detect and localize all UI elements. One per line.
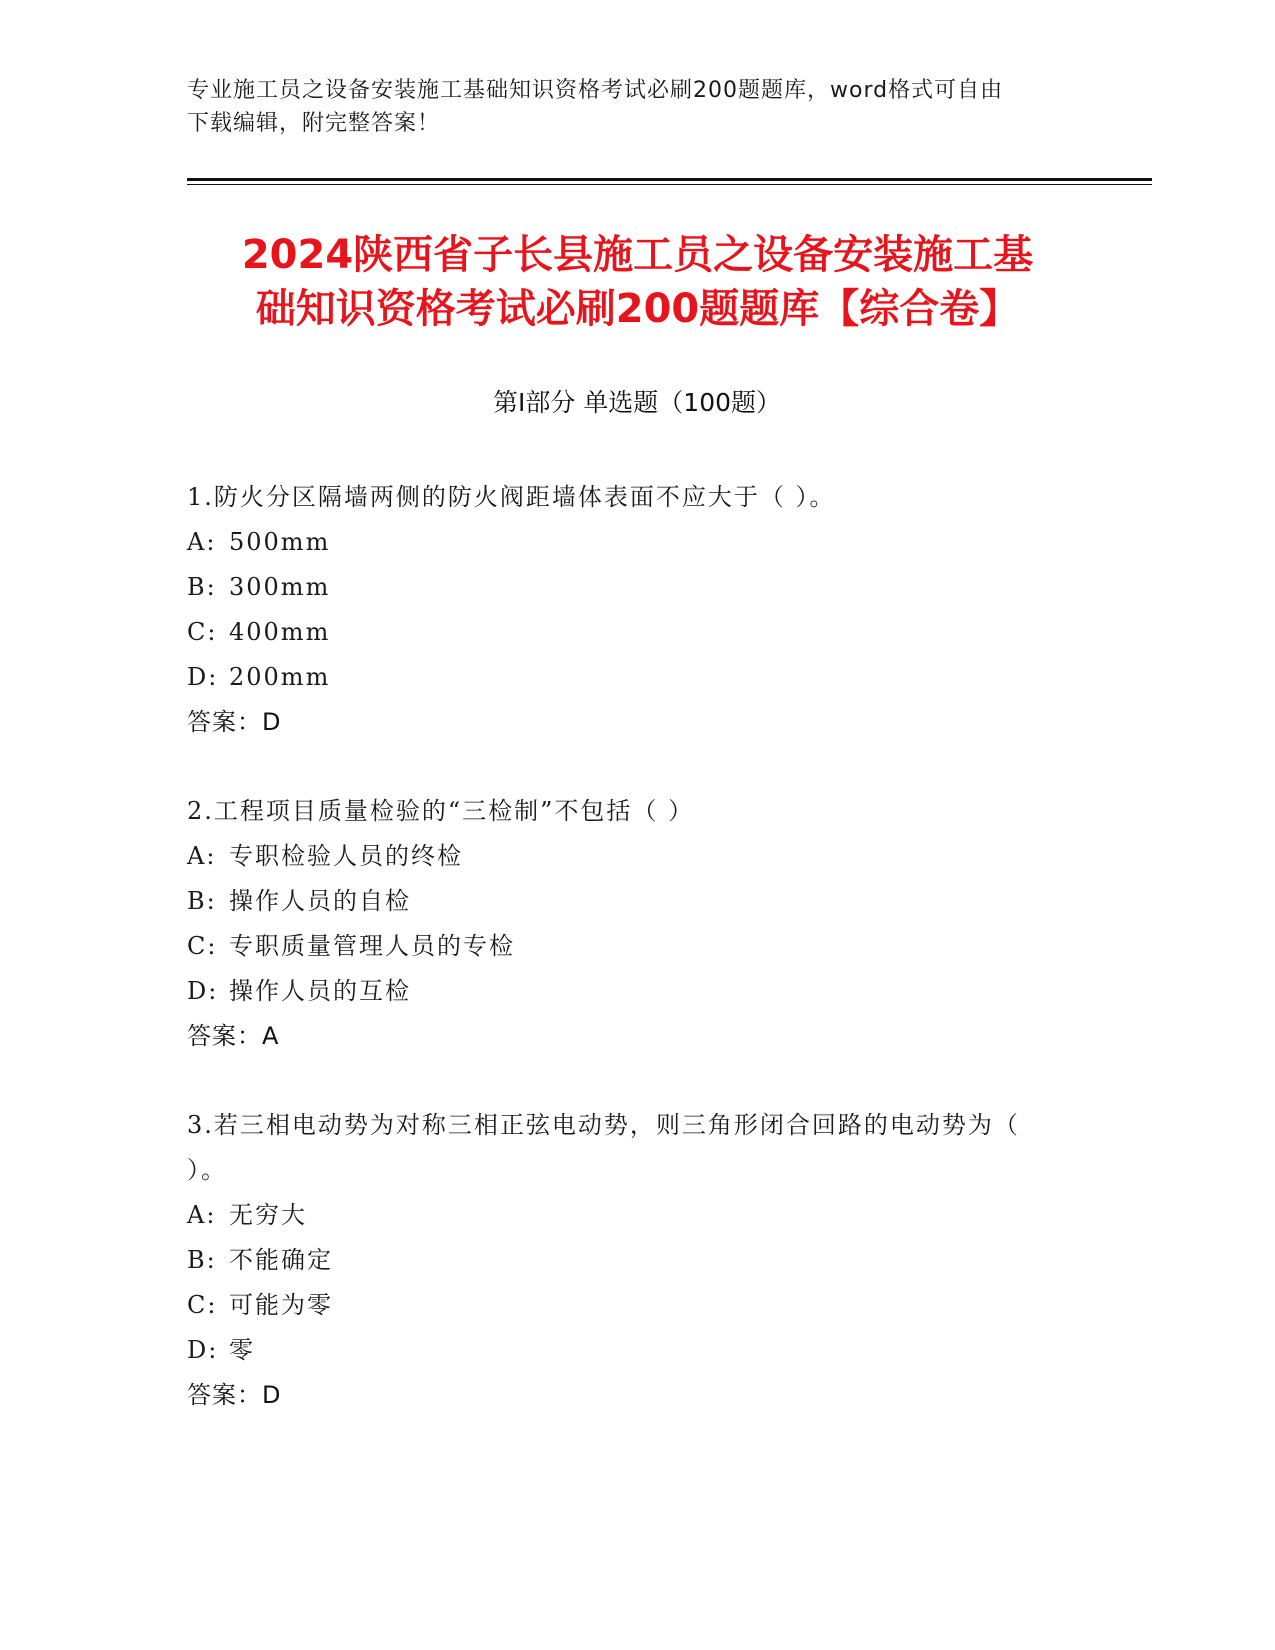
question-answer: 答案：D [187,1381,282,1409]
option-letter: B: [187,1246,217,1274]
option-text: 专职质量管理人员的专检 [229,932,515,960]
header-divider-thick [187,178,1152,181]
option-text: 无穷大 [229,1201,307,1229]
option-text: 400mm [229,618,331,646]
option-a [187,1193,1067,1238]
question-answer: 答案：A [187,1022,280,1050]
option-text: 500mm [229,528,331,556]
option-text: 可能为零 [229,1291,333,1319]
question-1 [187,475,1067,745]
option-text: 不能确定 [229,1246,333,1274]
option-b [187,565,1067,610]
header-note-line-1: 专业施工员之设备安装施工基础知识资格考试必刷200题题库，word格式可自由 [187,78,1004,103]
option-b [187,1238,1067,1283]
question-list [187,475,1067,1462]
document-header-note [187,74,1067,140]
option-letter: A: [187,1201,217,1229]
option-text: 专职检验人员的终检 [229,842,463,870]
section-heading: 第Ⅰ部分 单选题（100题） [492,388,782,417]
document-title [180,228,1095,336]
option-letter: A: [187,528,217,556]
option-letter: C: [187,1291,218,1319]
option-text: 操作人员的互检 [229,977,411,1005]
option-text: 零 [229,1336,255,1364]
header-divider-thin [187,184,1152,185]
question-stem: 1.防火分区隔墙两侧的防火阀距墙体表面不应大于（ ）。 [187,483,836,511]
option-letter: B: [187,887,217,915]
option-c [187,610,1067,655]
header-note-line-2: 下载编辑，附完整答案！ [187,111,441,136]
option-letter: D: [187,663,219,691]
question-3 [187,1103,1067,1418]
option-letter: C: [187,932,218,960]
option-b [187,879,1067,924]
question-stem: 3.若三相电动势为对称三相正弦电动势，则三角形闭合回路的电动势为（ ）。 [187,1111,1020,1184]
option-a [187,520,1067,565]
question-stem: 2.工程项目质量检验的“三检制”不包括（ ） [187,797,695,825]
option-c [187,924,1067,969]
option-letter: D: [187,977,219,1005]
option-letter: A: [187,842,217,870]
option-text: 操作人员的自检 [229,887,411,915]
question-2 [187,789,1067,1059]
document-title-line-1: 2024陕西省子长县施工员之设备安装施工基 [241,232,1034,278]
option-a [187,834,1067,879]
option-d [187,1328,1067,1373]
option-d [187,655,1067,700]
option-text: 200mm [229,663,331,691]
option-letter: B: [187,573,217,601]
question-answer: 答案：D [187,708,282,736]
option-text: 300mm [229,573,331,601]
option-c [187,1283,1067,1328]
option-letter: D: [187,1336,219,1364]
option-letter: C: [187,618,218,646]
document-title-line-2: 础知识资格考试必刷200题题库【综合卷】 [255,286,1020,332]
option-d [187,969,1067,1014]
